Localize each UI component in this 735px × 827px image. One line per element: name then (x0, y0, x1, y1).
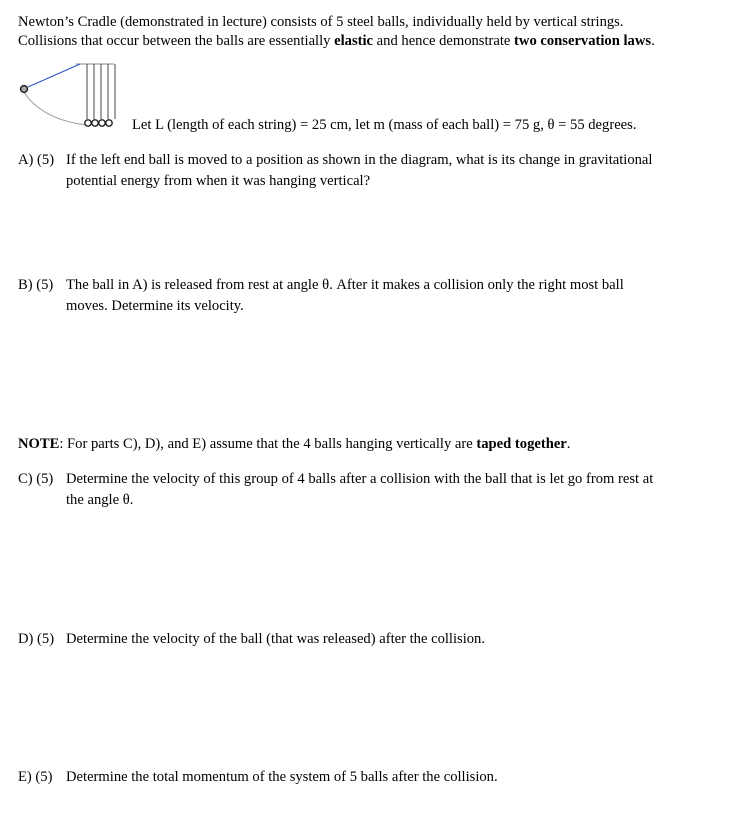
question-e (18, 768, 498, 787)
intro-bold-laws: two conservation laws (514, 33, 652, 49)
note-heading: NOTE (18, 436, 60, 452)
raised-ball (21, 86, 28, 93)
question-a-line1: If the left end ball is moved to a position as shown in the diagram, what is its change in gravitational (66, 152, 653, 168)
question-c-label: C) (5) (18, 471, 54, 487)
question-b-label: B) (5) (18, 277, 54, 293)
question-e-label: E) (5) (18, 769, 53, 785)
question-a (18, 151, 652, 170)
intro-bold-elastic: elastic (334, 33, 374, 49)
intro-text: . (651, 33, 655, 49)
note-text: . (566, 436, 571, 452)
question-d (18, 630, 485, 649)
question-d-line1: Determine the velocity of the ball (that was released) after the collision. (66, 631, 486, 647)
question-b-line2: moves. Determine its velocity. (66, 298, 244, 314)
question-c (18, 470, 653, 489)
question-c-line1: Determine the velocity of this group of 4 balls after a collision with the ball that is let go from rest at (66, 471, 654, 487)
ball (85, 120, 91, 126)
question-d-label: D) (5) (18, 631, 55, 647)
note (18, 435, 570, 454)
ball (106, 120, 112, 126)
swing-arc (23, 91, 87, 125)
question-b (18, 276, 624, 295)
intro-line-1: Newton’s Cradle (demonstrated in lecture) consists of 5 steel balls, individually held by vertical strings. (18, 14, 624, 30)
givens: Let L (length of each string) = 25 cm, let m (mass of each ball) = 75 g, θ = 55 degrees. (132, 117, 637, 133)
ball (92, 120, 98, 126)
question-a-line2: potential energy from when it was hanging vertical? (66, 173, 371, 189)
question-e-line1: Determine the total momentum of the system of 5 balls after the collision. (66, 769, 498, 785)
intro-text: and hence demonstrate (373, 33, 515, 49)
question-a-label: A) (5) (18, 152, 55, 168)
question-c-line2: the angle θ. (66, 492, 134, 508)
question-b-line1: The ball in A) is released from rest at angle θ. After it makes a collision only the right most ball (66, 277, 624, 293)
raised-string (28, 64, 80, 87)
ball (99, 120, 105, 126)
note-text: : For parts C), D), and E) assume that the 4 balls hanging vertically are (59, 436, 477, 452)
intro-line-2 (18, 32, 655, 51)
note-bold-taped: taped together (476, 436, 567, 452)
intro-text: Collisions that occur between the balls are essentially (18, 33, 335, 49)
newtons-cradle-diagram (14, 58, 129, 134)
